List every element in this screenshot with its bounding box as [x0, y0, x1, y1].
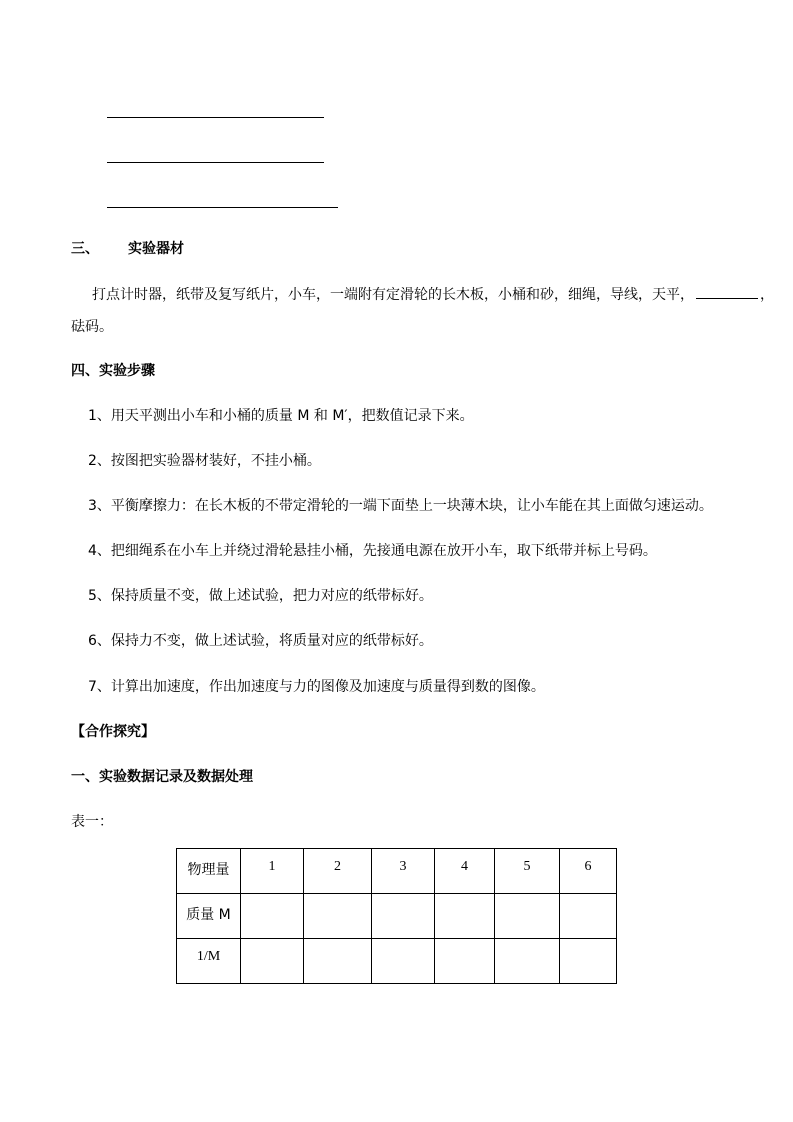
step-item: 5、保持质量不变，做上述试验，把力对应的纸带标好。 [88, 588, 433, 604]
table-header-cell: 4 [435, 849, 495, 894]
step-item: 7、计算出加速度，作出加速度与力的图像及加速度与质量得到数的图像。 [88, 679, 545, 695]
cooperate-heading: 【合作探究】 [71, 724, 155, 740]
equipment-continuation: 砝码。 [71, 319, 113, 335]
table-cell[interactable] [304, 939, 372, 984]
section3-heading-title: 实验器材 [128, 241, 184, 257]
table-header-cell: 3 [372, 849, 435, 894]
table-header-cell: 1 [241, 849, 304, 894]
table-cell[interactable] [304, 894, 372, 939]
row-label-mass: 质量 M [177, 894, 241, 939]
table-cell[interactable] [372, 939, 435, 984]
table-cell[interactable] [241, 939, 304, 984]
table-row [177, 849, 617, 894]
table-cell[interactable] [495, 894, 560, 939]
answer-blank-line-3[interactable] [107, 207, 338, 208]
answer-blank-line-1[interactable] [107, 117, 324, 118]
table-cell[interactable] [560, 894, 617, 939]
table-cell[interactable] [372, 894, 435, 939]
table-cell[interactable] [560, 939, 617, 984]
table-row [177, 894, 617, 939]
section3-heading-number: 三、 [71, 241, 99, 257]
step-item: 6、保持力不变，做上述试验，将质量对应的纸带标好。 [88, 633, 433, 649]
step-item: 4、把细绳系在小车上并绕过滑轮悬挂小桶，先接通电源在放开小车，取下纸带并标上号码。 [88, 543, 657, 559]
data-record-heading: 一、实验数据记录及数据处理 [71, 769, 253, 785]
data-table [176, 848, 617, 984]
step-item: 1、用天平测出小车和小桶的质量 M 和 M′，把数值记录下来。 [88, 408, 474, 424]
equipment-paragraph [92, 284, 774, 304]
table-header-cell: 物理量 [177, 849, 241, 894]
section4-heading: 四、实验步骤 [71, 363, 155, 379]
table-label: 表一： [71, 814, 113, 830]
table-header-cell: 2 [304, 849, 372, 894]
row-label-inverse-mass: 1/M [177, 939, 241, 984]
table-cell[interactable] [435, 939, 495, 984]
table-header-cell: 6 [560, 849, 617, 894]
table-cell[interactable] [435, 894, 495, 939]
equipment-blank[interactable] [696, 286, 758, 299]
equipment-tail: ， [760, 287, 774, 303]
answer-blank-line-2[interactable] [107, 162, 324, 163]
step-item: 3、平衡摩擦力：在长木板的不带定滑轮的一端下面垫上一块薄木块，让小车能在其上面做匀速运动。 [88, 498, 713, 514]
table-cell[interactable] [241, 894, 304, 939]
equipment-text: 打点计时器，纸带及复写纸片，小车，一端附有定滑轮的长木板，小桶和砂，细绳，导线，天平， [92, 287, 694, 303]
table-row [177, 939, 617, 984]
table-cell[interactable] [495, 939, 560, 984]
step-item: 2、按图把实验器材装好，不挂小桶。 [88, 453, 321, 469]
table-header-cell: 5 [495, 849, 560, 894]
